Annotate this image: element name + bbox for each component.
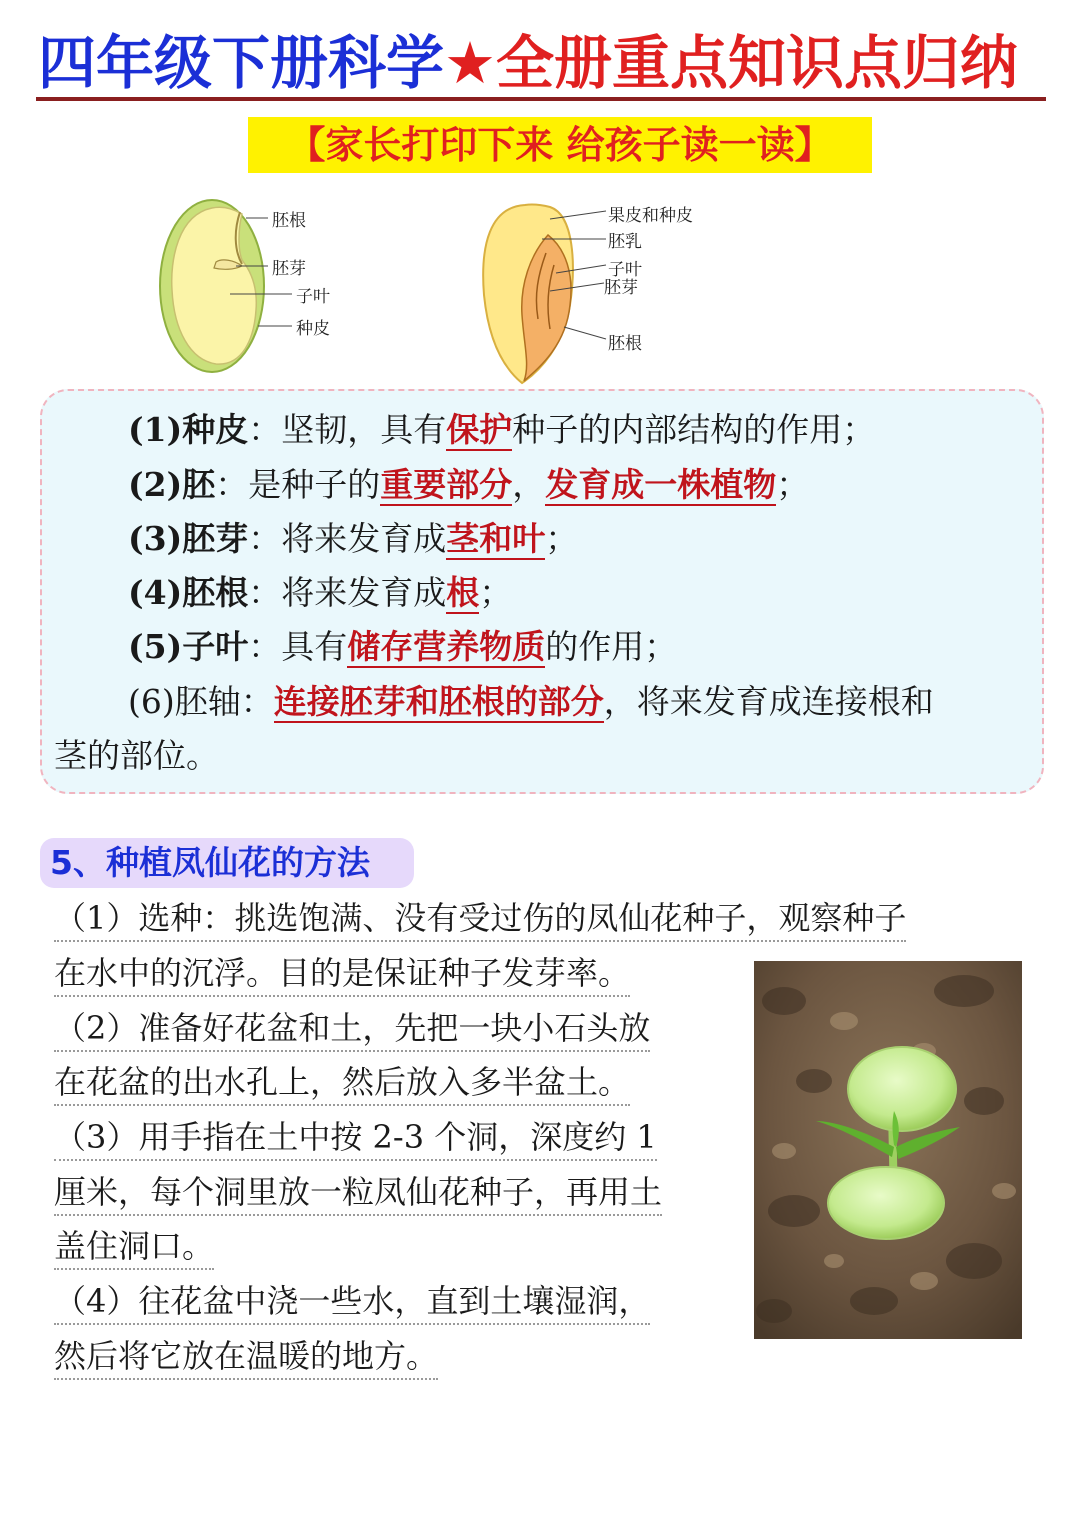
seedling-photo: [754, 961, 1022, 1339]
title-part1: 四年级下册科学: [38, 29, 445, 97]
seed-part-5-post: 的作用；: [545, 627, 678, 666]
seed-part-1-pre: ：坚韧，具有: [248, 410, 447, 449]
seed-part-1: [128, 410, 875, 450]
step-line-6: 厘米，每个洞里放一粒凤仙花种子，再用土: [54, 1172, 662, 1216]
bean-label-cotyledon: 子叶: [296, 287, 330, 307]
step-line-3: （2）准备好花盆和土，先把一块小石头放: [54, 1008, 650, 1052]
seed-part-2-mid: ，: [512, 465, 546, 504]
page-title: [38, 28, 1048, 98]
corn-label-radicle: 胚根: [608, 334, 642, 354]
step-line-5: （3）用手指在土中按 2-3 个洞，深度约 1: [54, 1117, 657, 1161]
seed-part-3: [128, 519, 578, 559]
corn-label-pericarp: 果皮和种皮: [608, 206, 693, 226]
seed-part-5: [128, 627, 677, 667]
section-5-heading: 5、种植凤仙花的方法: [40, 838, 414, 888]
seed-part-3-head: (3)胚芽: [128, 519, 249, 558]
corn-seed-diagram: [470, 195, 720, 390]
seed-part-3-highlight: 茎和叶: [446, 519, 546, 558]
step-line-8: （4）往花盆中浇一些水，直到土壤湿润，: [54, 1281, 650, 1325]
step-line-9: 然后将它放在温暖的地方。: [54, 1336, 438, 1380]
step-line-4: 在花盆的出水孔上，然后放入多半盆土。: [54, 1062, 630, 1106]
seed-part-6-head: (6)胚轴: [128, 682, 241, 721]
corn-label-plumule: 胚芽: [604, 278, 638, 298]
subtitle-banner: 【家长打印下来 给孩子读一读】: [248, 117, 872, 173]
seed-part-2-highlight2: 发育成一株植物: [545, 465, 777, 504]
seed-part-6-highlight: 连接胚芽和胚根的部分: [273, 682, 604, 721]
seed-part-2: [128, 465, 809, 505]
seed-part-4-head: (4)胚根: [128, 573, 249, 612]
corn-label-cotyledon: 子叶: [608, 260, 642, 280]
seed-part-4-highlight: 根: [446, 573, 480, 612]
title-underline: [36, 97, 1046, 101]
seed-part-5-head: (5)子叶: [128, 627, 249, 666]
seed-part-6: [128, 682, 934, 722]
bean-label-seed-coat: 种皮: [296, 319, 330, 339]
seed-part-6-continued: 茎的部位。: [54, 736, 219, 775]
seed-part-2-post: ；: [776, 465, 810, 504]
seed-part-6-post: ，将来发育成连接根和: [603, 682, 934, 721]
corn-label-endosperm: 胚乳: [608, 232, 642, 252]
star-icon: ★: [444, 29, 497, 97]
seed-part-1-highlight: 保护: [446, 410, 513, 449]
seed-part-2-highlight: 重要部分: [380, 465, 513, 504]
seed-part-5-highlight: 储存营养物质: [347, 627, 546, 666]
seed-part-4-post: ；: [479, 573, 513, 612]
step-line-1: （1）选种：挑选饱满、没有受过伤的凤仙花种子，观察种子: [54, 898, 906, 942]
seed-part-1-head: (1)种皮: [128, 410, 249, 449]
seed-part-6-pre: ：: [240, 682, 274, 721]
bean-label-radicle: 胚根: [272, 211, 306, 231]
step-line-2: 在水中的沉浮。目的是保证种子发芽率。: [54, 953, 630, 997]
seed-part-5-pre: ：具有: [248, 627, 348, 666]
seed-part-3-pre: ：将来发育成: [248, 519, 447, 558]
seed-part-2-pre: ：是种子的: [215, 465, 381, 504]
seed-part-4-pre: ：将来发育成: [248, 573, 447, 612]
step-line-7: 盖住洞口。: [54, 1226, 214, 1270]
bean-seed-illustration: [150, 190, 370, 385]
title-part2: 全册重点知识点归纳: [496, 29, 1019, 97]
seed-part-2-head: (2)胚: [128, 465, 216, 504]
seed-part-4: [128, 573, 512, 613]
seed-part-3-post: ；: [545, 519, 579, 558]
bean-seed-diagram: [150, 190, 370, 385]
seed-part-1-post: 种子的内部结构的作用；: [512, 410, 876, 449]
seedling-illustration: [754, 961, 1022, 1339]
bean-label-plumule: 胚芽: [272, 259, 306, 279]
